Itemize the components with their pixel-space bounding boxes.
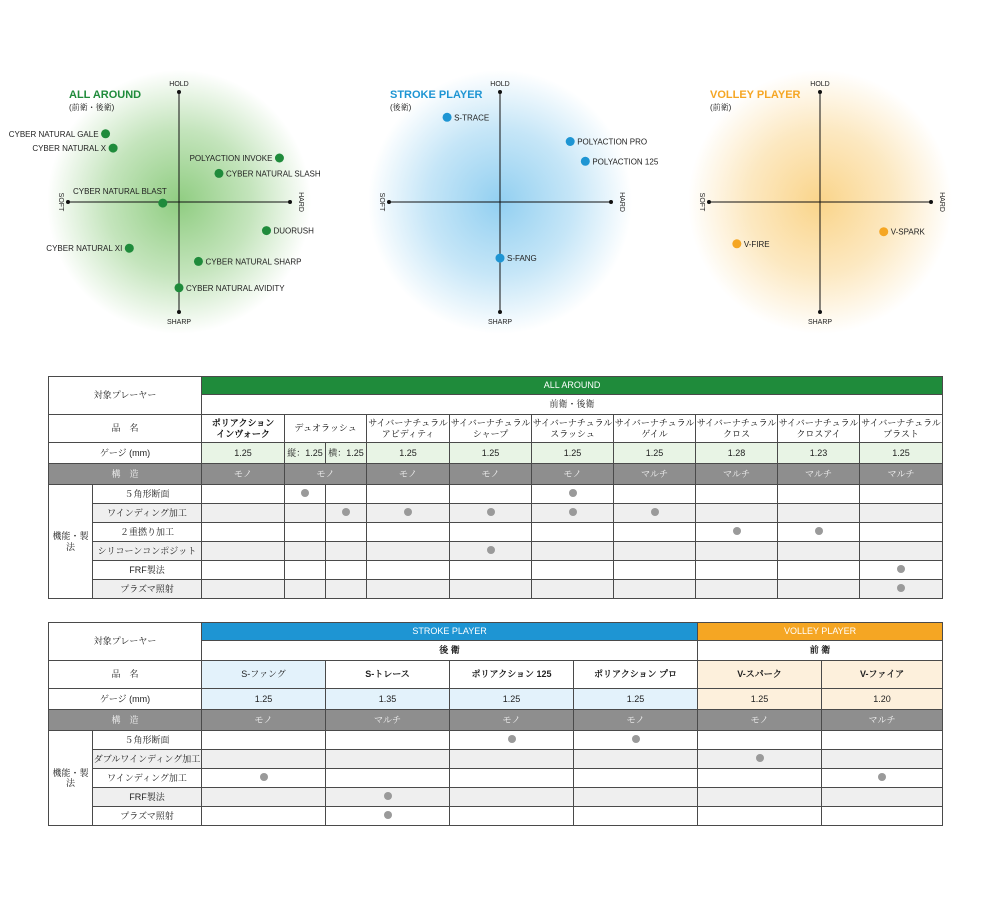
feature-cell [574, 788, 698, 807]
axis-label-top: HOLD [169, 81, 189, 88]
feature-cell [778, 580, 860, 599]
axis-end-dot [818, 90, 822, 94]
gauge-value: 1.23 [778, 443, 860, 464]
structure-value: モノ [450, 464, 532, 485]
data-point-label: CYBER NATURAL SHARP [205, 257, 302, 267]
axis-label-top: HOLD [490, 81, 510, 88]
structure-value: モノ [367, 464, 450, 485]
chart-subtitle: (前衛・後衛) [69, 103, 115, 112]
axis-end-dot [177, 90, 181, 94]
position-label: 前衛・後衛 [202, 395, 943, 415]
feature-label: シリコーンコンポジット [93, 542, 202, 561]
feature-cell [450, 731, 574, 750]
product-name: サイバーナチュラル スラッシュ [532, 415, 614, 443]
gauge-value: 1.35 [326, 689, 450, 710]
gauge-value: 横：1.25 [326, 443, 367, 464]
gauge-label: ゲージ (mm) [49, 443, 202, 464]
structure-value: マルチ [778, 464, 860, 485]
product-name: サイバーナチュラル アビディティ [367, 415, 450, 443]
name-label: 品 名 [49, 661, 202, 689]
chart-title: ALL AROUND [69, 89, 142, 101]
feature-cell [202, 788, 326, 807]
position-label-volley: 前 衛 [698, 641, 943, 661]
feature-label: FRF製法 [93, 788, 202, 807]
feature-cell [822, 788, 943, 807]
feature-marker-dot [897, 565, 905, 573]
feature-cell [822, 807, 943, 826]
product-name: サイバーナチュラル クロスアイ [778, 415, 860, 443]
data-point [158, 199, 167, 208]
feature-cell [860, 580, 943, 599]
name-label: 品 名 [49, 415, 202, 443]
feature-cell [367, 504, 450, 523]
feature-cell [202, 561, 285, 580]
feature-cell [285, 485, 326, 504]
axis-label-right: HARD [938, 192, 945, 212]
feature-cell [450, 504, 532, 523]
feature-cell [450, 769, 574, 788]
feature-cell [778, 561, 860, 580]
data-point-label: CYBER NATURAL GALE [8, 129, 99, 139]
product-name: V-ファイア [822, 661, 943, 689]
feature-cell [285, 561, 326, 580]
player-label: 対象プレーヤー [49, 623, 202, 661]
feature-cell [285, 504, 326, 523]
stroke-player-chart [368, 70, 659, 334]
feature-row [49, 731, 943, 750]
feature-marker-dot [508, 735, 516, 743]
feature-cell [778, 504, 860, 523]
feature-cell [326, 580, 367, 599]
feature-marker-dot [632, 735, 640, 743]
feature-marker-dot [487, 546, 495, 554]
feature-cell [367, 485, 450, 504]
feature-cell [614, 504, 696, 523]
feature-cell [367, 542, 450, 561]
feature-cell [326, 523, 367, 542]
data-point [496, 254, 505, 263]
product-name: S-ファング [202, 661, 326, 689]
category-header-stroke: STROKE PLAYER [202, 623, 698, 641]
data-point-label: CYBER NATURAL AVIDITY [186, 283, 285, 293]
feature-cell [326, 750, 450, 769]
feature-marker-dot [301, 489, 309, 497]
structure-value: マルチ [696, 464, 778, 485]
structure-value: マルチ [860, 464, 943, 485]
category-header: ALL AROUND [202, 377, 943, 395]
feature-label: ５角形断面 [93, 731, 202, 750]
volley-player-chart [688, 70, 952, 334]
feature-cell [202, 580, 285, 599]
position-label-stroke: 後 衛 [202, 641, 698, 661]
axis-label-bottom: SHARP [487, 319, 513, 326]
feature-marker-dot [569, 489, 577, 497]
feature-cell [614, 542, 696, 561]
gauge-value: 1.25 [450, 443, 532, 464]
feature-cell [326, 769, 450, 788]
axis-end-dot [288, 200, 292, 204]
feature-row [49, 542, 943, 561]
structure-value: モノ [202, 464, 285, 485]
axis-end-dot [929, 200, 933, 204]
chart-title: STROKE PLAYER [390, 89, 483, 101]
feature-cell [202, 504, 285, 523]
feature-cell [326, 788, 450, 807]
structure-value: モノ [285, 464, 367, 485]
feature-marker-dot [756, 754, 764, 762]
structure-label: 構 造 [49, 464, 202, 485]
feature-cell [450, 750, 574, 769]
feature-label: プラズマ照射 [93, 807, 202, 826]
data-point-label: CYBER NATURAL SLASH [225, 169, 321, 179]
product-name: サイバーナチュラル クロス [696, 415, 778, 443]
data-point-label: POLYACTION 125 [592, 157, 659, 167]
axis-end-dot [498, 90, 502, 94]
feature-cell [532, 542, 614, 561]
axis-label-right: HARD [618, 192, 625, 212]
product-name: サイバーナチュラル ブラスト [860, 415, 943, 443]
data-point-label: CYBER NATURAL X [32, 144, 107, 154]
structure-label: 構 造 [49, 710, 202, 731]
feature-cell [202, 807, 326, 826]
product-name: サイバーナチュラル シャープ [450, 415, 532, 443]
feature-cell [822, 731, 943, 750]
structure-value: モノ [202, 710, 326, 731]
feature-marker-dot [878, 773, 886, 781]
feature-cell [326, 561, 367, 580]
feature-cell [574, 750, 698, 769]
product-name: ポリアクション インヴォーク [202, 415, 285, 443]
axis-label-bottom: SHARP [166, 319, 192, 326]
structure-value: モノ [574, 710, 698, 731]
data-point [109, 144, 118, 153]
all-around-chart [9, 70, 321, 334]
feature-marker-dot [651, 508, 659, 516]
feature-marker-dot [897, 584, 905, 592]
feature-row [49, 580, 943, 599]
chart-title: VOLLEY PLAYER [710, 89, 801, 101]
gauge-value: 1.25 [450, 689, 574, 710]
axis-end-dot [66, 200, 70, 204]
structure-value: モノ [450, 710, 574, 731]
feature-cell [698, 807, 822, 826]
feature-cell [532, 523, 614, 542]
structure-value: マルチ [822, 710, 943, 731]
feature-cell [860, 523, 943, 542]
data-point-label: S-FANG [507, 254, 537, 264]
feature-cell [450, 542, 532, 561]
feature-label: ダブルワインディング加工 [93, 750, 202, 769]
feature-row [49, 504, 943, 523]
feature-label: ワインディング加工 [93, 769, 202, 788]
structure-value: モノ [532, 464, 614, 485]
axis-end-dot [387, 200, 391, 204]
feature-cell [860, 561, 943, 580]
feature-cell [532, 580, 614, 599]
feature-cell [450, 523, 532, 542]
gauge-value: 1.28 [696, 443, 778, 464]
axis-end-dot [707, 200, 711, 204]
feature-cell [696, 580, 778, 599]
product-name: ポリアクション 125 [450, 661, 574, 689]
gauge-value: 1.25 [367, 443, 450, 464]
feature-row [49, 807, 943, 826]
feature-label: ５角形断面 [93, 485, 202, 504]
feature-cell [285, 542, 326, 561]
feature-marker-dot [733, 527, 741, 535]
gauge-label: ゲージ (mm) [49, 689, 202, 710]
feature-marker-dot [260, 773, 268, 781]
axis-end-dot [498, 310, 502, 314]
player-label: 対象プレーヤー [49, 377, 202, 415]
feature-cell [450, 561, 532, 580]
feature-label: FRF製法 [93, 561, 202, 580]
feature-cell [202, 485, 285, 504]
data-point-label: POLYACTION INVOKE [189, 154, 273, 163]
feature-cell [202, 750, 326, 769]
axis-label-right: HARD [297, 192, 304, 212]
data-point [194, 257, 203, 266]
gauge-value: 1.25 [614, 443, 696, 464]
feature-cell [367, 523, 450, 542]
gauge-value: 1.25 [202, 443, 285, 464]
data-point-label: CYBER NATURAL XI [46, 244, 123, 254]
feature-cell [696, 504, 778, 523]
all-around-spec-table [48, 376, 943, 599]
feature-cell [778, 485, 860, 504]
data-point [214, 169, 223, 178]
feature-row [49, 523, 943, 542]
feature-cell [614, 523, 696, 542]
feature-marker-dot [487, 508, 495, 516]
feature-marker-dot [384, 792, 392, 800]
feature-cell [574, 731, 698, 750]
feature-cell [285, 523, 326, 542]
data-point [101, 129, 110, 138]
gauge-value: 1.20 [822, 689, 943, 710]
feature-cell [614, 485, 696, 504]
feature-marker-dot [342, 508, 350, 516]
feature-cell [574, 769, 698, 788]
feature-cell [326, 542, 367, 561]
feature-cell [696, 523, 778, 542]
axis-label-left: SOFT [698, 192, 705, 212]
feature-marker-dot [569, 508, 577, 516]
data-point-label: S-TRACE [454, 113, 490, 123]
product-name: サイバーナチュラル ゲイル [614, 415, 696, 443]
feature-cell [450, 788, 574, 807]
feature-cell [326, 807, 450, 826]
gauge-value: 1.25 [202, 689, 326, 710]
axis-end-dot [818, 310, 822, 314]
feature-cell [532, 485, 614, 504]
feature-marker-dot [404, 508, 412, 516]
feature-cell [698, 750, 822, 769]
data-point [443, 113, 452, 122]
gauge-value: 1.25 [574, 689, 698, 710]
data-point [175, 283, 184, 292]
structure-value: マルチ [614, 464, 696, 485]
chart-subtitle: (前衛) [710, 103, 732, 112]
feature-cell [326, 485, 367, 504]
data-point [732, 239, 741, 248]
data-point-label: POLYACTION PRO [577, 137, 648, 147]
data-point [275, 154, 284, 163]
feature-cell [696, 561, 778, 580]
feature-cell [778, 523, 860, 542]
feature-cell [822, 750, 943, 769]
structure-value: モノ [698, 710, 822, 731]
feature-cell [202, 523, 285, 542]
data-point-label: CYBER NATURAL BLAST [72, 187, 167, 197]
feature-label: ２重撚り加工 [93, 523, 202, 542]
function-label: 機能・製法 [49, 731, 93, 826]
axis-label-bottom: SHARP [807, 319, 833, 326]
feature-cell [614, 561, 696, 580]
feature-cell [367, 580, 450, 599]
feature-marker-dot [815, 527, 823, 535]
structure-value: マルチ [326, 710, 450, 731]
data-point-label: V-SPARK [890, 227, 925, 237]
chart-subtitle: (後衛) [390, 103, 412, 112]
feature-cell [696, 485, 778, 504]
product-name: ポリアクション プロ [574, 661, 698, 689]
feature-cell [614, 580, 696, 599]
feature-cell [778, 542, 860, 561]
data-point-label: DUORUSH [273, 226, 314, 236]
feature-cell [202, 542, 285, 561]
feature-cell [860, 504, 943, 523]
product-name: V-スパーク [698, 661, 822, 689]
feature-cell [202, 769, 326, 788]
axis-label-left: SOFT [378, 192, 385, 212]
axis-label-left: SOFT [57, 192, 64, 212]
feature-cell [860, 542, 943, 561]
feature-cell [450, 807, 574, 826]
feature-cell [696, 542, 778, 561]
product-name: S-トレース [326, 661, 450, 689]
feature-label: プラズマ照射 [93, 580, 202, 599]
feature-cell [326, 504, 367, 523]
gauge-value: 縦：1.25 [285, 443, 326, 464]
feature-cell [202, 731, 326, 750]
feature-label: ワインディング加工 [93, 504, 202, 523]
feature-cell [698, 769, 822, 788]
axis-label-top: HOLD [810, 81, 830, 88]
axis-end-dot [609, 200, 613, 204]
feature-row [49, 750, 943, 769]
product-name: デュオラッシュ [285, 415, 367, 443]
feature-cell [532, 561, 614, 580]
data-point [262, 226, 271, 235]
axis-end-dot [177, 310, 181, 314]
feature-cell [698, 788, 822, 807]
feature-row [49, 485, 943, 504]
data-point [125, 244, 134, 253]
feature-cell [450, 580, 532, 599]
data-point [879, 227, 888, 236]
feature-row [49, 788, 943, 807]
feature-cell [822, 769, 943, 788]
data-point [581, 157, 590, 166]
function-label: 機能・製法 [49, 485, 93, 599]
data-point-label: V-FIRE [743, 239, 770, 249]
category-header-volley: VOLLEY PLAYER [698, 623, 943, 641]
gauge-value: 1.25 [860, 443, 943, 464]
gauge-value: 1.25 [532, 443, 614, 464]
feature-cell [285, 580, 326, 599]
string-feel-charts [0, 0, 1000, 345]
feature-cell [860, 485, 943, 504]
player-type-spec-table [48, 622, 943, 826]
feature-cell [326, 731, 450, 750]
feature-cell [532, 504, 614, 523]
feature-marker-dot [384, 811, 392, 819]
feature-row [49, 769, 943, 788]
feature-cell [698, 731, 822, 750]
feature-cell [450, 485, 532, 504]
feature-cell [574, 807, 698, 826]
gauge-value: 1.25 [698, 689, 822, 710]
data-point [566, 137, 575, 146]
feature-row [49, 561, 943, 580]
feature-cell [367, 561, 450, 580]
